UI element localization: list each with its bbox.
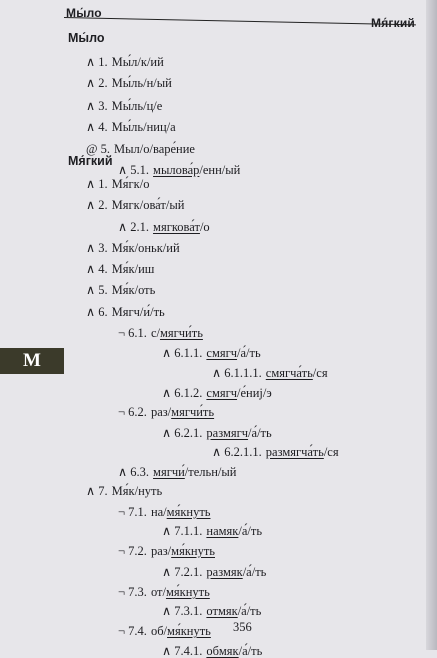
entry-row xyxy=(162,644,262,658)
section-title: Мя́гкий xyxy=(68,154,113,168)
morpheme-suffix: /а́/ть xyxy=(238,644,263,658)
derivation-mark: ∧ 6.2.1. xyxy=(162,426,203,440)
derived-word: смягча́ть xyxy=(265,366,313,380)
entry-row xyxy=(86,484,162,498)
headword-form: Мя́гк/о xyxy=(111,177,150,191)
thumb-index-tab: М xyxy=(0,348,64,374)
derivation-mark: ∧ 6.3. xyxy=(118,465,150,479)
derivation-mark: ∧ 7. xyxy=(86,484,108,498)
entry-row xyxy=(162,426,272,440)
morpheme-suffix: на/ xyxy=(150,505,167,519)
derivation-mark: ∧ 6. xyxy=(86,305,108,319)
derived-word: мя́кнуть xyxy=(166,505,211,519)
derivation-mark: ∧ 2. xyxy=(86,76,108,90)
derived-word: размягча́ть xyxy=(265,445,324,459)
derivation-mark: ∧ 1. xyxy=(86,55,108,69)
derived-word: размяк xyxy=(206,565,243,579)
entry-row xyxy=(118,220,210,234)
headword-form: Мя́к/нуть xyxy=(111,484,163,498)
headword-form: Мы́л/к/ий xyxy=(111,55,164,69)
morpheme-suffix: /ся xyxy=(323,445,339,459)
entry-row xyxy=(118,505,211,519)
entry-row xyxy=(212,366,328,380)
derivation-mark: ∧ 1. xyxy=(86,177,108,191)
derivation-mark: ∧ 7.4.1. xyxy=(162,644,203,658)
entry-row xyxy=(118,163,240,177)
morpheme-suffix: от/ xyxy=(150,585,166,599)
headword-form: Мя́к/оть xyxy=(111,283,156,297)
headword-form: Мя́к/оньк/ий xyxy=(111,241,180,255)
derivation-mark: ∧ 4. xyxy=(86,120,108,134)
morpheme-suffix: /о xyxy=(199,220,210,234)
running-head-left: Мы́ло xyxy=(66,6,102,20)
derivation-mark: ¬ 7.3. xyxy=(118,585,147,599)
entry-row xyxy=(86,76,172,90)
morpheme-suffix: /енн/ый xyxy=(199,163,241,177)
derivation-mark: ∧ 6.2.1.1. xyxy=(212,445,262,459)
entry-row xyxy=(86,177,149,191)
morpheme-suffix: /тельн/ый xyxy=(184,465,237,479)
section-title: Мы́ло xyxy=(68,31,105,45)
derivation-mark: ∧ 3. xyxy=(86,99,108,113)
entry-row xyxy=(118,465,236,479)
derivation-mark: ∧ 6.1.1. xyxy=(162,346,203,360)
derivation-mark: ∧ 5.1. xyxy=(118,163,150,177)
morpheme-suffix: /е́ниj/э xyxy=(237,386,272,400)
headword-form: Мыл/о/варе́ние xyxy=(114,142,195,156)
derived-word: намяк xyxy=(206,524,239,538)
derivation-mark: ¬ 7.2. xyxy=(118,544,147,558)
entry-row xyxy=(162,604,261,618)
derived-word: мылова́р xyxy=(153,163,200,177)
headword-form: Мя́к/иш xyxy=(111,262,155,276)
entry-row xyxy=(118,585,210,599)
header-rule xyxy=(64,17,416,25)
derivation-mark: ∧ 6.1.2. xyxy=(162,386,203,400)
entry-row xyxy=(118,544,215,558)
headword-form: Мягч/и́/ть xyxy=(111,305,165,319)
morpheme-suffix: /ся xyxy=(312,366,328,380)
page-edge xyxy=(426,0,437,650)
derived-word: мягчи́ xyxy=(153,465,185,479)
derivation-mark: ∧ 6.1.1.1. xyxy=(212,366,262,380)
morpheme-suffix: /а́/ть xyxy=(237,346,261,360)
morpheme-suffix: раз/ xyxy=(150,405,172,419)
derivation-mark: ∧ 4. xyxy=(86,262,108,276)
derived-word: размягч xyxy=(206,426,249,440)
derived-word: отмяк xyxy=(206,604,238,618)
morpheme-suffix: /а́/ть xyxy=(237,604,262,618)
entry-row xyxy=(162,524,262,538)
entry-row xyxy=(86,241,180,255)
derived-word: мягкова́т xyxy=(153,220,200,234)
headword-form: Мягк/ова́т/ый xyxy=(111,198,185,212)
entry-row xyxy=(86,283,155,297)
page-number: 356 xyxy=(233,620,252,634)
derivation-mark: ∧ 3. xyxy=(86,241,108,255)
derived-word: мя́кнуть xyxy=(165,585,210,599)
entry-row xyxy=(118,326,203,340)
derivation-mark: ∧ 2. xyxy=(86,198,108,212)
derived-word: обмяк xyxy=(206,644,239,658)
morpheme-suffix: /а́/ть xyxy=(238,524,263,538)
entry-row xyxy=(86,305,165,319)
derivation-mark: ¬ 7.1. xyxy=(118,505,147,519)
entry-row xyxy=(86,55,164,69)
derivation-mark: ∧ 7.3.1. xyxy=(162,604,203,618)
derivation-mark: ∧ 5. xyxy=(86,283,108,297)
entry-row xyxy=(86,262,154,276)
derived-word: смягч xyxy=(206,386,238,400)
morpheme-suffix: /а́/ть xyxy=(242,565,267,579)
derivation-mark: ¬ 6.2. xyxy=(118,405,147,419)
derivation-mark: ∧ 7.2.1. xyxy=(162,565,203,579)
entry-row xyxy=(162,565,266,579)
derivation-mark: ¬ 6.1. xyxy=(118,326,147,340)
entry-row xyxy=(118,405,214,419)
entry-row xyxy=(86,120,176,134)
morpheme-suffix: с/ xyxy=(150,326,160,340)
entry-row xyxy=(86,99,162,113)
headword-form: Мы́ль/н/ый xyxy=(111,76,172,90)
morpheme-suffix: об/ xyxy=(150,624,168,638)
entry-row xyxy=(118,624,211,638)
morpheme-suffix: /а́/ть xyxy=(248,426,272,440)
derived-word: мя́кнуть xyxy=(171,544,215,558)
derivation-mark: @ 5. xyxy=(86,142,111,156)
running-head-right: Мя́гкий xyxy=(371,16,415,30)
entry-row xyxy=(162,346,261,360)
morpheme-suffix: раз/ xyxy=(150,544,172,558)
entry-row xyxy=(162,386,272,400)
derived-word: мягчи́ть xyxy=(159,326,203,340)
headword-form: Мы́ль/ниц/а xyxy=(111,120,176,134)
derived-word: смягч xyxy=(206,346,238,360)
derived-word: мя́кнуть xyxy=(167,624,211,638)
derivation-mark: ∧ 2.1. xyxy=(118,220,150,234)
entry-row xyxy=(86,198,184,212)
headword-form: Мы́ль/ц/е xyxy=(111,99,163,113)
derivation-mark: ¬ 7.4. xyxy=(118,624,147,638)
derived-word: мягчи́ть xyxy=(171,405,215,419)
derivation-mark: ∧ 7.1.1. xyxy=(162,524,203,538)
entry-row xyxy=(212,445,339,459)
